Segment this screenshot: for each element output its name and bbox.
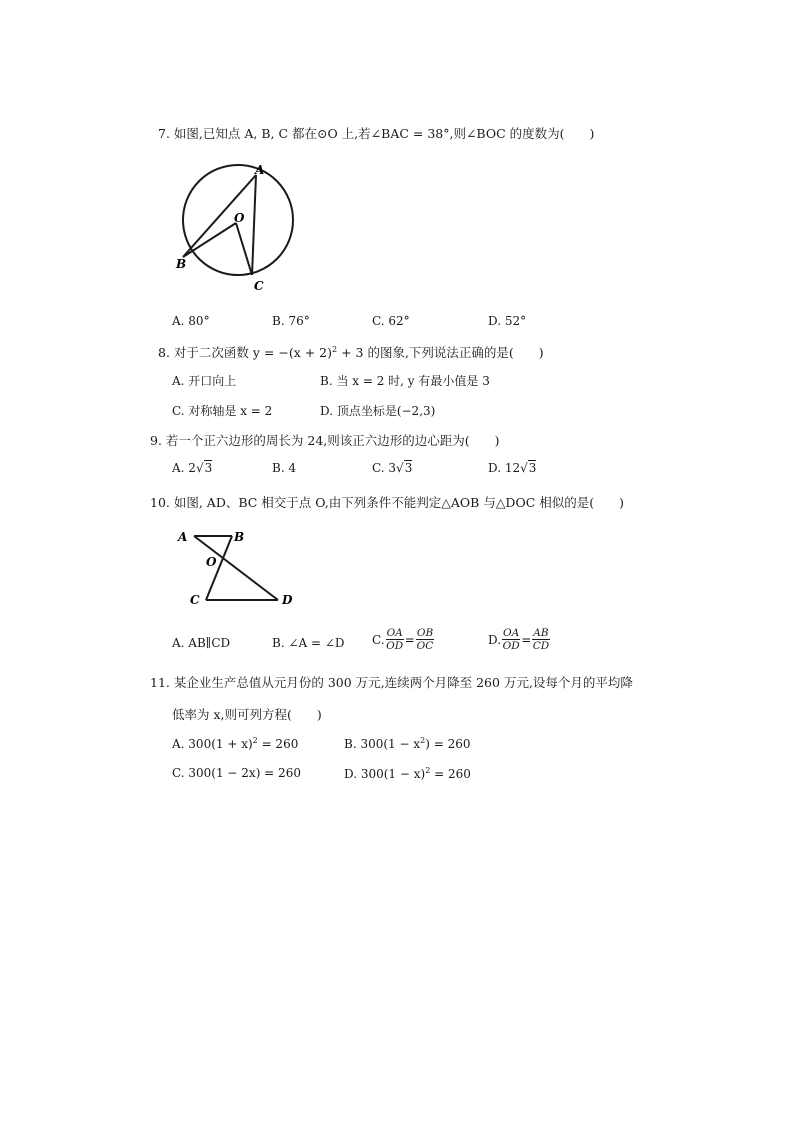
q7-stem: 7. 如图,已知点 A, B, C 都在⊙O 上,若∠BAC = 38°,则∠BOC 的度数为( ) xyxy=(158,126,595,141)
q9-option-c: C. 3√3 xyxy=(372,461,413,475)
q8-stem xyxy=(158,343,544,361)
q11-stem-line1: 11. 某企业生产总值从元月份的 300 万元,连续两个月降至 260 万元,设每个月的平均降 xyxy=(150,675,633,690)
q8-option-a: A. 开口向上 xyxy=(172,374,237,388)
q11-stem-line2: 低率为 x,则可列方程( ) xyxy=(172,707,322,722)
label-d: D xyxy=(282,593,293,607)
q7-circle-figure xyxy=(168,160,308,295)
denominator: OD xyxy=(502,640,520,652)
q11-option-b xyxy=(344,736,471,751)
q8-option-b: B. 当 x = 2 时, y 有最小值是 3 xyxy=(320,374,490,388)
numerator: OA xyxy=(386,627,403,639)
q9-option-a: A. 2√3 xyxy=(172,461,213,475)
label-b: B xyxy=(234,530,245,544)
q10-option-d xyxy=(488,627,551,652)
q8-stem-pre: 8. 对于二次函数 y = −(x + 2) xyxy=(158,345,333,360)
numerator: OB xyxy=(416,627,434,639)
label-a: A xyxy=(178,530,188,544)
q11-option-b-pre: B. 300(1 − x xyxy=(344,737,421,751)
q8-option-d: D. 顶点坐标是(−2,3) xyxy=(320,404,436,418)
q7-option-a: A. 80° xyxy=(172,314,210,328)
q11-option-a-post: = 260 xyxy=(257,737,299,751)
q10-option-d-prefix: D. xyxy=(488,632,502,647)
q10-triangle-figure xyxy=(172,526,307,611)
q9-option-a-radicand: 3 xyxy=(204,461,213,475)
q7-option-d: D. 52° xyxy=(488,314,527,328)
equals-sign: = xyxy=(521,632,532,647)
q11-option-d-pre: D. 300(1 − x) xyxy=(344,767,426,781)
q9-option-d-radicand: 3 xyxy=(528,461,537,475)
q11-option-d xyxy=(344,766,471,781)
q8-stem-post: + 3 的图象,下列说法正确的是( ) xyxy=(337,345,544,360)
q9-option-d: D. 12√3 xyxy=(488,461,537,475)
q10-option-a: A. AB∥CD xyxy=(172,636,231,650)
q11-option-d-post: = 260 xyxy=(430,767,471,781)
q9-option-b xyxy=(272,461,296,475)
q10-option-c-prefix: C. xyxy=(372,632,385,647)
denominator: CD xyxy=(532,640,550,652)
q8-option-c: C. 对称轴是 x = 2 xyxy=(172,404,273,418)
denominator: OC xyxy=(416,640,434,652)
fraction-oa-od xyxy=(502,627,520,652)
q10-stem: 10. 如图, AD、BC 相交于点 O,由下列条件不能判定△AOB 与△DOC 相似的是( ) xyxy=(150,495,624,510)
label-c: C xyxy=(190,593,200,607)
fraction-ab-cd xyxy=(532,627,549,652)
q7-option-c: C. 62° xyxy=(372,314,410,328)
q7-option-b: B. 76° xyxy=(272,314,310,328)
radius-oc xyxy=(236,223,252,275)
numerator: OA xyxy=(503,627,520,639)
label-c: C xyxy=(254,279,264,293)
label-o: O xyxy=(206,555,217,569)
q9-option-c-prefix: C. 3 xyxy=(372,461,397,475)
fraction-oa-od xyxy=(386,627,404,652)
q11-option-a-pre: A. 300(1 + x) xyxy=(172,737,253,751)
q8-stem-exp: 2 xyxy=(332,344,338,354)
label-a: A xyxy=(255,163,265,177)
equals-sign: = xyxy=(404,632,415,647)
q10-option-b: B. ∠A = ∠D xyxy=(272,636,345,650)
q11-option-a-exp: 2 xyxy=(252,736,258,745)
q9-option-a-prefix: A. 2 xyxy=(172,461,196,475)
q10-option-c xyxy=(372,627,435,652)
q9-option-d-prefix: D. 12 xyxy=(488,461,521,475)
q11-option-b-exp: 2 xyxy=(420,736,426,745)
fraction-ob-oc xyxy=(416,627,434,652)
label-b: B xyxy=(176,257,187,271)
q11-option-c: C. 300(1 − 2x) = 260 xyxy=(172,766,301,780)
q11-option-b-post: ) = 260 xyxy=(425,737,471,751)
numerator: AB xyxy=(533,627,549,639)
q11-option-d-exp: 2 xyxy=(425,766,431,775)
q9-option-c-radicand: 3 xyxy=(404,461,413,475)
label-o: O xyxy=(234,211,245,225)
q9-stem: 9. 若一个正六边形的周长为 24,则该正六边形的边心距为( ) xyxy=(150,433,500,448)
denominator: OD xyxy=(386,640,404,652)
q11-option-a xyxy=(172,736,298,751)
q9-option-b-prefix: B. 4 xyxy=(272,461,297,475)
chord-ac xyxy=(252,175,256,275)
